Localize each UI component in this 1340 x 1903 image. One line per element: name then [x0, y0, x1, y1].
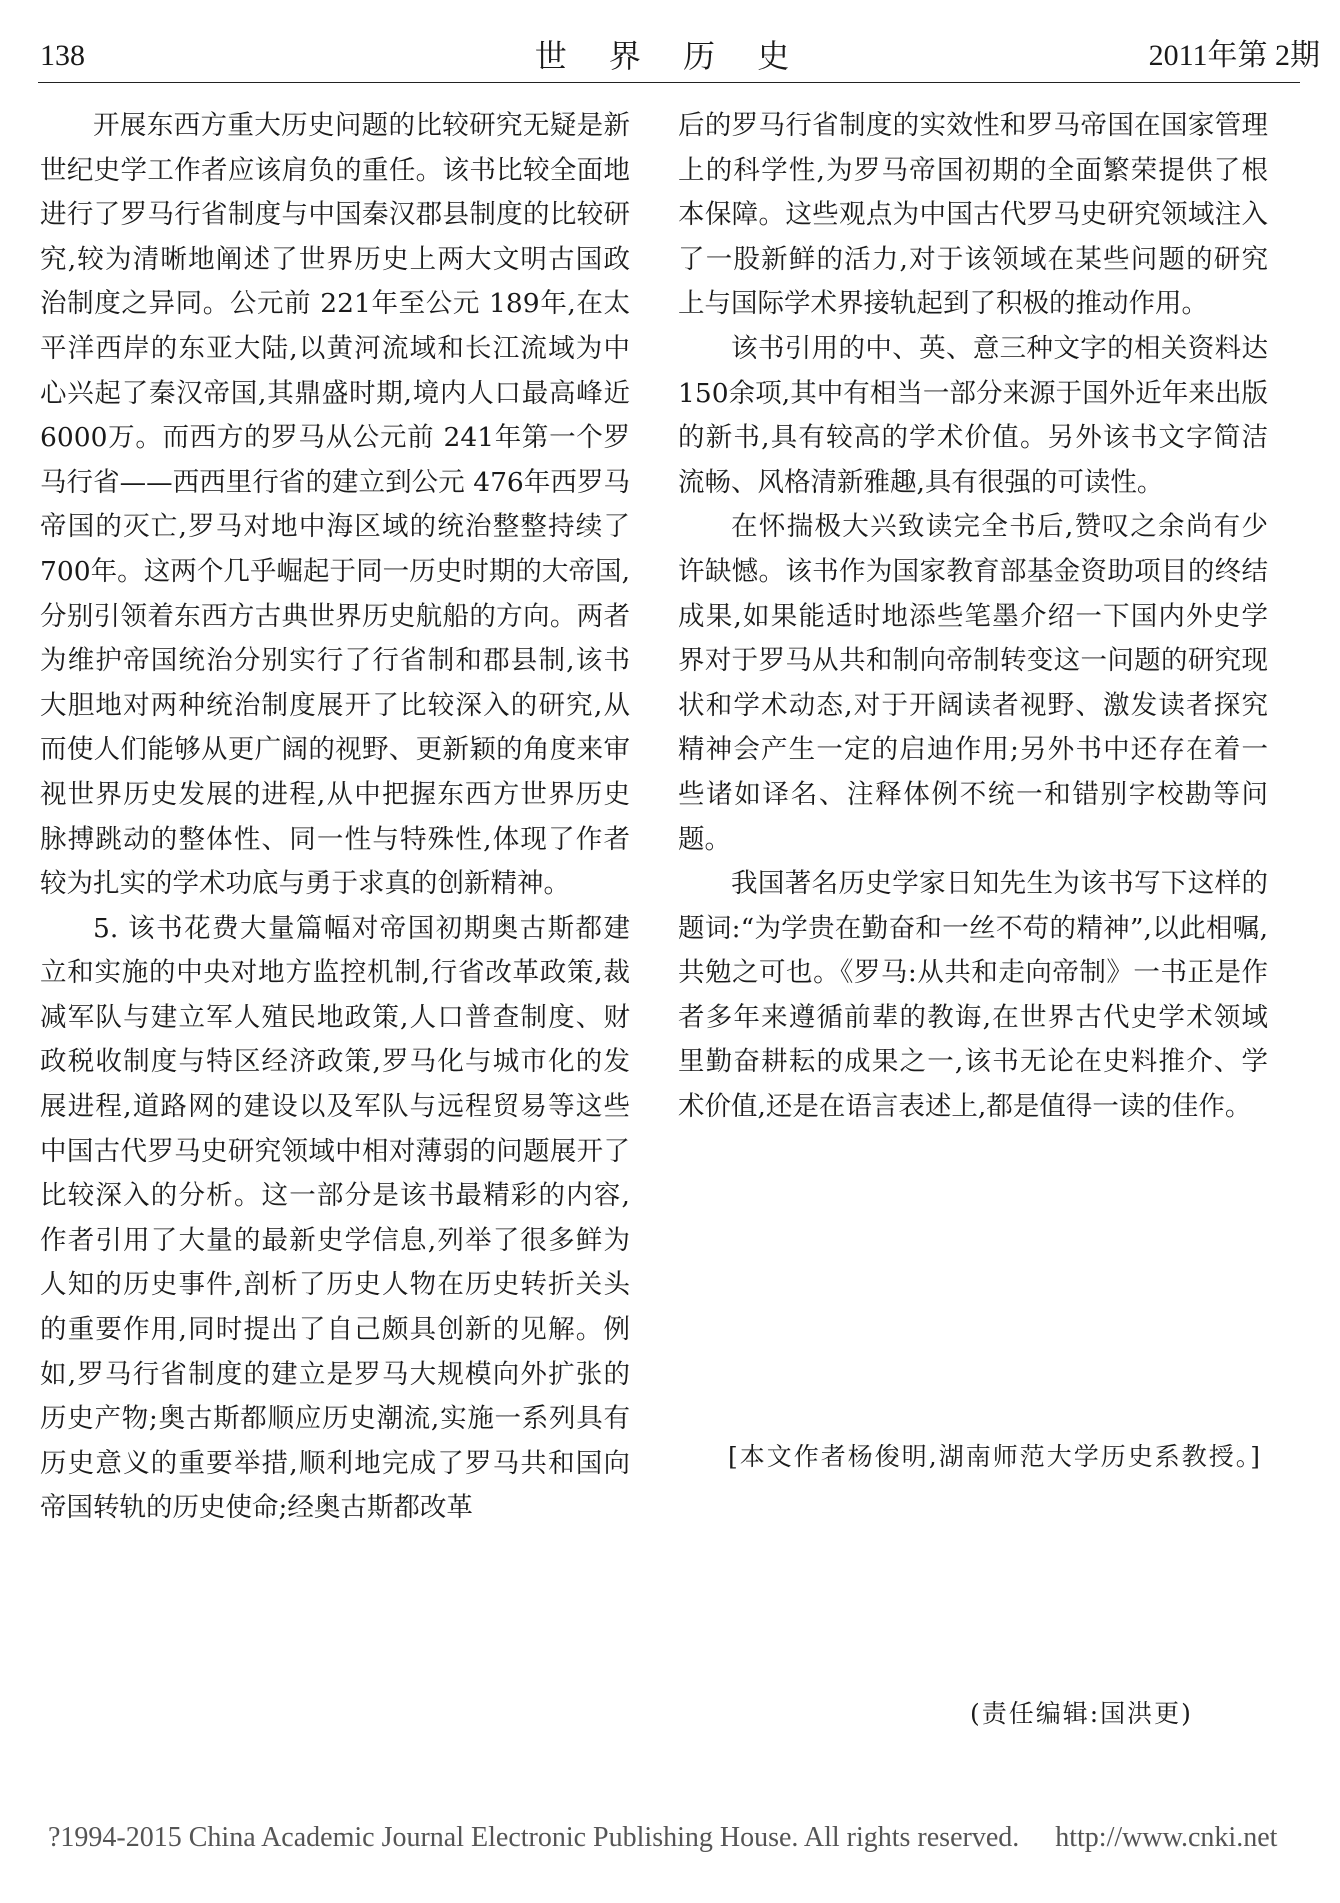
header-rule [38, 82, 1300, 83]
issue-label: 2011年第 2期 [1148, 39, 1320, 72]
paragraph: 5. 该书花费大量篇幅对帝国初期奥古斯都建立和实施的中央对地方监控机制,行省改革政策,裁减军队与建立军人殖民地政策,人口普查制度、财政税收制度与特区经济政策,罗马化与城市化的发展进程,道路网的建设以及军队与远程贸易等这些中国古代罗马史研究领域中相对薄弱的问题展开了比较深入的分析。这一部分是该书最精彩的内容,作者引用了大量的最新史学信息,列举了很多鲜为人知的历史事件,剖析了历史人物在历史转折关头的重要作用,同时提出了自己颇具创新的见解。例如,罗马行省制度的建立是罗马大规模向外扩张的历史产物;奥古斯都顺应历史潮流,实施一系列具有历史意义的重要举措,顺利地完成了罗马共和国向帝国转轨的历史使命;经奥古斯都改革 [40, 912, 630, 1524]
copyright-footer [48, 1818, 1340, 1858]
page-header [0, 0, 1340, 80]
paragraph: 该书引用的中、英、意三种文字的相关资料达 150余项,其中有相当一部分来源于国外近年来出版的新书,具有较高的学术价值。另外该书文字简洁流畅、风格清新雅趣,具有很强的可读性。 [678, 332, 1268, 498]
paragraph: 后的罗马行省制度的实效性和罗马帝国在国家管理上的科学性,为罗马帝国初期的全面繁荣提供了根本保障。这些观点为中国古代罗马史研究领域注入了一股新鲜的活力,对于该领域在某些问题的研究上与国际学术界接轨起到了积极的推动作用。 [678, 110, 1268, 320]
journal-name: 世 界 历 史 [534, 37, 806, 75]
copyright-text: ?1994-2015 China Academic Journal Electronic Publishing House. All rights reserved. [48, 1822, 1020, 1853]
footer-link[interactable]: http://www.cnki.net [1055, 1822, 1278, 1853]
right-column [678, 104, 1268, 1130]
editor-note: (责任编辑:国洪更) [970, 1699, 1193, 1728]
paragraph: 在怀揣极大兴致读完全书后,赞叹之余尚有少许缺憾。该书作为国家教育部基金资助项目的终结成果,如果能适时地添些笔墨介绍一下国内外史学界对于罗马从共和制向帝制转变这一问题的研究现状和学术动态,对于开阔读者视野、激发读者探究精神会产生一定的启迪作用;另外书中还存在着一些诸如译名、注释体例不统一和错别字校勘等问题。 [678, 511, 1268, 855]
left-column [40, 104, 630, 1531]
author-bio: [本文作者杨俊明,湖南师范大学历史系教授。] [728, 1442, 1262, 1471]
paragraph: 我国著名历史学家日知先生为该书写下这样的题词:“为学贵在勤奋和一丝不苟的精神”,以此相嘱,共勉之可也。《罗马:从共和走向帝制》一书正是作者多年来遵循前辈的教诲,在世界古代史学术领域里勤奋耕耘的成果之一,该书无论在史料推介、学术价值,还是在语言表述上,都是值得一读的佳作。 [678, 868, 1268, 1123]
paragraph: 开展东西方重大历史问题的比较研究无疑是新世纪史学工作者应该肩负的重任。该书比较全面地进行了罗马行省制度与中国秦汉郡县制度的比较研究,较为清晰地阐述了世界历史上两大文明古国政治制度之异同。公元前 221年至公元 189年,在太平洋西岸的东亚大陆,以黄河流域和长江流域为中心兴起了秦汉帝国,其鼎盛时期,境内人口最高峰近 6000万。而西方的罗马从公元前 241年第一个罗马行省——西西里行省的建立到公元 476年西罗马帝国的灭亡,罗马对地中海区域的统治整整持续了 700年。这两个几乎崛起于同一历史时期的大帝国,分别引领着东西方古典世界历史航船的方向。两者为维护帝国统治分别实行了行省制和郡县制,该书大胆地对两种统治制度展开了比较深入的研究,从而使人们能够从更广阔的视野、更新颖的角度来审视世界历史发展的进程,从中把握东西方世界历史脉搏跳动的整体性、同一性与特殊性,体现了作者较为扎实的学术功底与勇于求真的创新精神。 [40, 110, 630, 900]
page-number: 138 [40, 39, 85, 72]
